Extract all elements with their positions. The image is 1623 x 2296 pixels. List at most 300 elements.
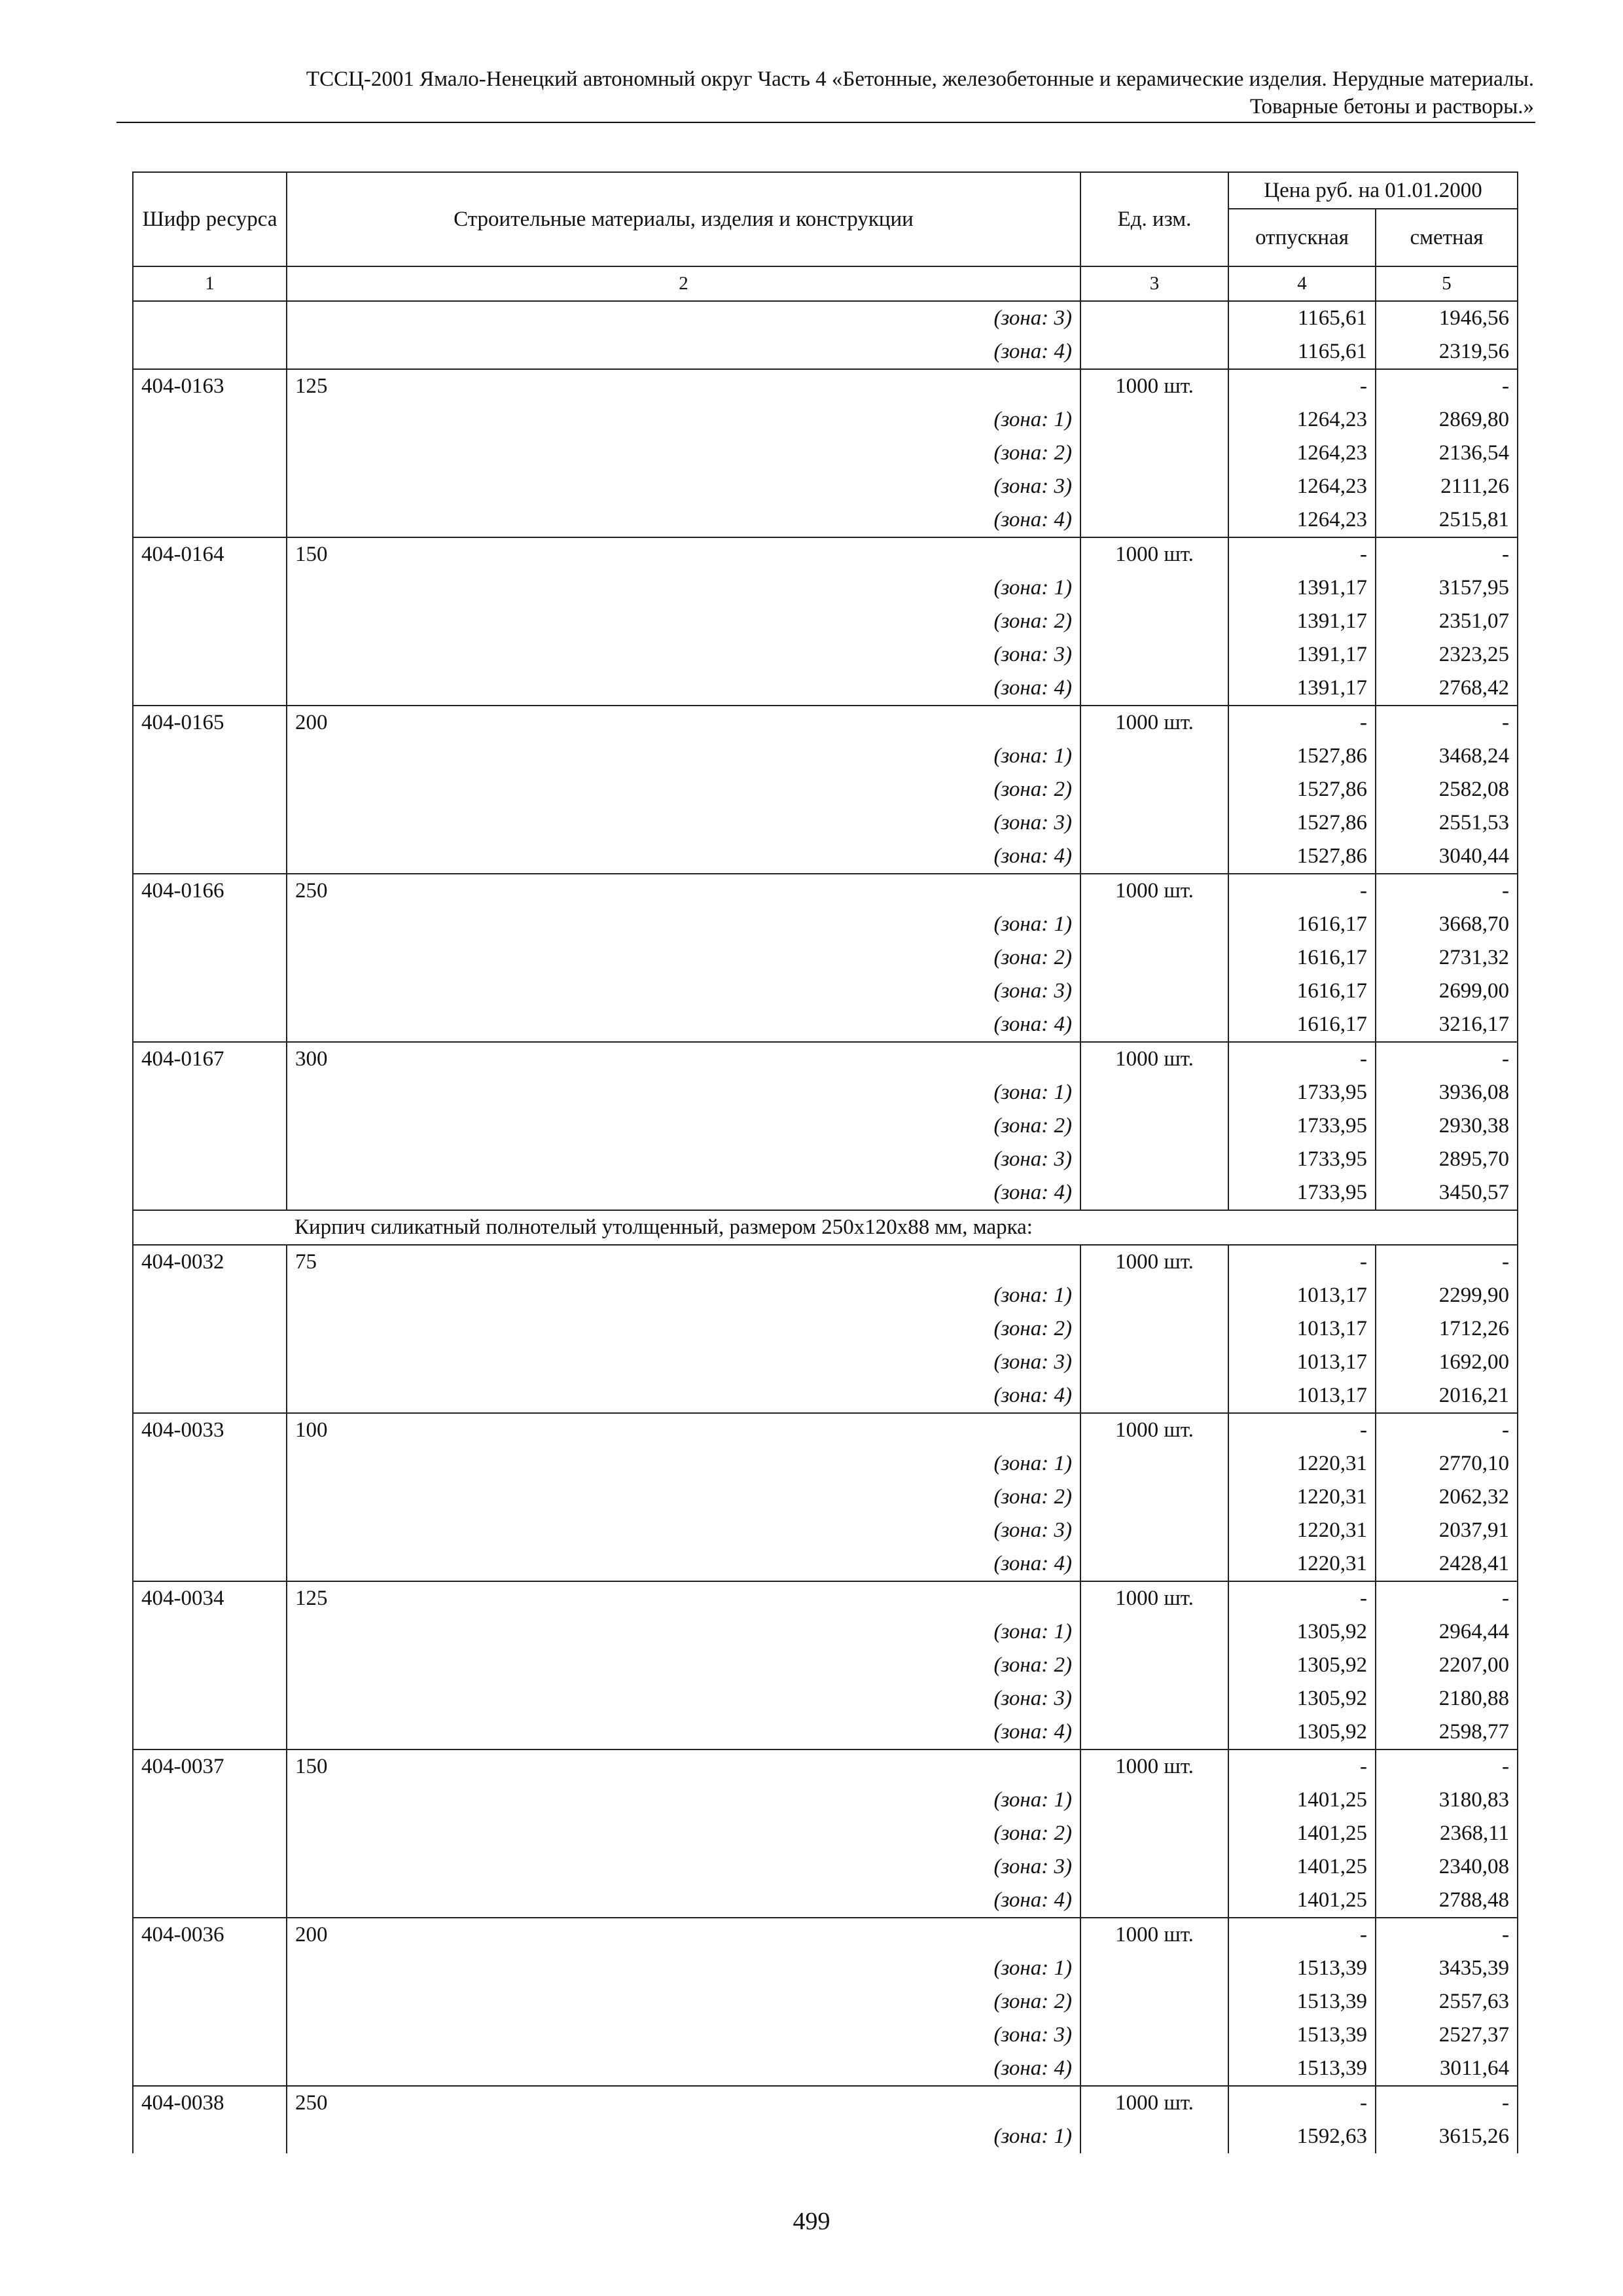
unit-cell: 1000 шт. [1080, 2086, 1228, 2120]
estimate-price: 2930,38 [1376, 1109, 1518, 1143]
table-body [133, 301, 1518, 2153]
code-cell [133, 672, 287, 706]
code-cell [133, 1379, 287, 1413]
resource-row [133, 1581, 1518, 1615]
code-cell [133, 1076, 287, 1109]
estimate-price: 2323,25 [1376, 638, 1518, 672]
page-number: 499 [793, 2208, 830, 2235]
code-cell [133, 1109, 287, 1143]
zone-label: (зона: 1) [287, 1279, 1080, 1312]
resource-code: 404-0036 [133, 1918, 287, 1952]
zone-label: (зона: 1) [287, 1615, 1080, 1649]
zone-label: (зона: 4) [287, 840, 1080, 874]
zone-row [133, 1784, 1518, 1817]
unit-cell: 1000 шт. [1080, 537, 1228, 571]
release-price: 1401,25 [1228, 1784, 1376, 1817]
release-price: 1527,86 [1228, 740, 1376, 773]
estimate-price: 2731,32 [1376, 941, 1518, 975]
estimate-price: 2016,21 [1376, 1379, 1518, 1413]
resource-name: 100 [287, 1413, 1080, 1447]
estimate-price: 2869,80 [1376, 403, 1518, 437]
release-price: 1220,31 [1228, 1547, 1376, 1581]
resource-code: 404-0032 [133, 1245, 287, 1279]
header-unit: Ед. изм. [1080, 172, 1228, 266]
resource-row [133, 2086, 1518, 2120]
code-cell [133, 638, 287, 672]
code-cell [133, 1649, 287, 1682]
resource-code: 404-0165 [133, 706, 287, 740]
zone-label: (зона: 2) [287, 1109, 1080, 1143]
release-price: 1264,23 [1228, 470, 1376, 503]
resource-code: 404-0164 [133, 537, 287, 571]
estimate-price: 2598,77 [1376, 1715, 1518, 1749]
column-number: 1 [133, 266, 287, 301]
code-cell [133, 605, 287, 638]
zone-row [133, 1279, 1518, 1312]
zone-label: (зона: 1) [287, 908, 1080, 941]
resource-name: 250 [287, 2086, 1080, 2120]
resource-name: 300 [287, 1042, 1080, 1076]
zone-row [133, 503, 1518, 537]
estimate-price: - [1376, 874, 1518, 908]
estimate-price: 2515,81 [1376, 503, 1518, 537]
unit-cell [1080, 1952, 1228, 1985]
estimate-price: 2136,54 [1376, 437, 1518, 470]
zone-label: (зона: 4) [287, 672, 1080, 706]
release-price: 1391,17 [1228, 638, 1376, 672]
resource-row [133, 874, 1518, 908]
zone-label: (зона: 1) [287, 1784, 1080, 1817]
unit-cell: 1000 шт. [1080, 874, 1228, 908]
zone-row [133, 672, 1518, 706]
code-cell [133, 1615, 287, 1649]
code-cell [133, 1312, 287, 1346]
code-cell [133, 1346, 287, 1379]
unit-cell: 1000 шт. [1080, 369, 1228, 403]
code-cell [133, 840, 287, 874]
estimate-price: 2037,91 [1376, 1514, 1518, 1547]
unit-cell [1080, 1884, 1228, 1918]
unit-cell: 1000 шт. [1080, 1581, 1228, 1615]
resource-name: 200 [287, 1918, 1080, 1952]
code-cell [133, 1547, 287, 1581]
unit-cell [1080, 1312, 1228, 1346]
release-price: 1165,61 [1228, 335, 1376, 369]
resource-code: 404-0034 [133, 1581, 287, 1615]
zone-label: (зона: 4) [287, 1884, 1080, 1918]
zone-label: (зона: 2) [287, 1985, 1080, 2018]
zone-row [133, 1850, 1518, 1884]
resource-row [133, 706, 1518, 740]
release-price: 1165,61 [1228, 301, 1376, 335]
resource-code: 404-0033 [133, 1413, 287, 1447]
estimate-price: 3011,64 [1376, 2052, 1518, 2086]
price-table [132, 171, 1518, 2153]
resource-name: 125 [287, 1581, 1080, 1615]
zone-label: (зона: 4) [287, 1176, 1080, 1210]
resource-code: 404-0038 [133, 2086, 287, 2120]
zone-row [133, 1952, 1518, 1985]
release-price: 1264,23 [1228, 403, 1376, 437]
section-title: Кирпич силикатный полнотелый утолщенный, размером 250х120х88 мм, марка: [133, 1210, 1518, 1245]
code-cell [133, 335, 287, 369]
zone-label: (зона: 3) [287, 1143, 1080, 1176]
zone-label: (зона: 4) [287, 2052, 1080, 2086]
zone-label: (зона: 3) [287, 1682, 1080, 1715]
estimate-price: 3615,26 [1376, 2120, 1518, 2153]
release-price: 1264,23 [1228, 503, 1376, 537]
zone-label: (зона: 2) [287, 437, 1080, 470]
code-cell [133, 941, 287, 975]
unit-cell [1080, 1784, 1228, 1817]
unit-cell [1080, 571, 1228, 605]
section-row [133, 1210, 1518, 1245]
zone-row [133, 1817, 1518, 1850]
estimate-price: - [1376, 1918, 1518, 1952]
unit-cell [1080, 1985, 1228, 2018]
zone-label: (зона: 3) [287, 1514, 1080, 1547]
resource-row [133, 369, 1518, 403]
unit-cell: 1000 шт. [1080, 706, 1228, 740]
unit-cell [1080, 1682, 1228, 1715]
unit-cell [1080, 840, 1228, 874]
zone-label: (зона: 3) [287, 1346, 1080, 1379]
release-price: 1305,92 [1228, 1715, 1376, 1749]
unit-cell [1080, 1346, 1228, 1379]
code-cell [133, 470, 287, 503]
zone-row [133, 740, 1518, 773]
unit-cell: 1000 шт. [1080, 1245, 1228, 1279]
header-code: Шифр ресурса [133, 172, 287, 266]
resource-row [133, 537, 1518, 571]
code-cell [133, 1143, 287, 1176]
zone-label: (зона: 2) [287, 1817, 1080, 1850]
zone-label: (зона: 4) [287, 335, 1080, 369]
code-cell [133, 1176, 287, 1210]
unit-cell [1080, 975, 1228, 1008]
zone-row [133, 437, 1518, 470]
estimate-price: 3435,39 [1376, 1952, 1518, 1985]
release-price: 1513,39 [1228, 2018, 1376, 2052]
zone-label: (зона: 2) [287, 1312, 1080, 1346]
estimate-price: 2368,11 [1376, 1817, 1518, 1850]
zone-label: (зона: 4) [287, 1715, 1080, 1749]
zone-label: (зона: 3) [287, 638, 1080, 672]
code-cell [133, 1514, 287, 1547]
resource-row [133, 1245, 1518, 1279]
zone-row [133, 773, 1518, 806]
release-price: 1391,17 [1228, 605, 1376, 638]
estimate-price: 3040,44 [1376, 840, 1518, 874]
release-price: - [1228, 874, 1376, 908]
zone-label: (зона: 3) [287, 2018, 1080, 2052]
code-cell [133, 1715, 287, 1749]
code-cell [133, 1008, 287, 1042]
zone-label: (зона: 4) [287, 1547, 1080, 1581]
zone-row [133, 840, 1518, 874]
estimate-price: 3936,08 [1376, 1076, 1518, 1109]
estimate-price: 2428,41 [1376, 1547, 1518, 1581]
header-release-price: отпускная [1228, 209, 1376, 266]
zone-row [133, 1985, 1518, 2018]
release-price: - [1228, 537, 1376, 571]
code-cell [133, 1784, 287, 1817]
resource-code: 404-0037 [133, 1749, 287, 1784]
estimate-price: 3216,17 [1376, 1008, 1518, 1042]
unit-cell [1080, 2120, 1228, 2153]
unit-cell [1080, 1615, 1228, 1649]
estimate-price: 2788,48 [1376, 1884, 1518, 1918]
estimate-price: - [1376, 1581, 1518, 1615]
zone-row [133, 2052, 1518, 2086]
zone-row [133, 1447, 1518, 1480]
resource-name: 125 [287, 369, 1080, 403]
unit-cell [1080, 1715, 1228, 1749]
release-price: - [1228, 1918, 1376, 1952]
zone-row [133, 1480, 1518, 1514]
estimate-price: - [1376, 1245, 1518, 1279]
zone-row [133, 806, 1518, 840]
release-price: 1513,39 [1228, 1985, 1376, 2018]
header-line-1: ТССЦ-2001 Ямало-Ненецкий автономный округ Часть 4 «Бетонные, железобетонные и керамические изделия. Нерудные материалы. [306, 67, 1534, 91]
code-cell [133, 301, 287, 335]
unit-cell [1080, 1447, 1228, 1480]
estimate-price: 2319,56 [1376, 335, 1518, 369]
zone-row [133, 1514, 1518, 1547]
estimate-price: 2551,53 [1376, 806, 1518, 840]
unit-cell [1080, 403, 1228, 437]
resource-row [133, 1749, 1518, 1784]
unit-cell [1080, 941, 1228, 975]
release-price: 1391,17 [1228, 571, 1376, 605]
code-cell [133, 503, 287, 537]
unit-cell [1080, 1514, 1228, 1547]
release-price: - [1228, 2086, 1376, 2120]
zone-row [133, 403, 1518, 437]
document-header [116, 65, 1534, 120]
code-cell [133, 1985, 287, 2018]
release-price: 1401,25 [1228, 1884, 1376, 1918]
unit-cell [1080, 605, 1228, 638]
unit-cell [1080, 1176, 1228, 1210]
resource-name: 150 [287, 537, 1080, 571]
release-price: - [1228, 1042, 1376, 1076]
unit-cell [1080, 1109, 1228, 1143]
unit-cell [1080, 503, 1228, 537]
release-price: 1401,25 [1228, 1817, 1376, 1850]
release-price: 1527,86 [1228, 840, 1376, 874]
zone-row [133, 1682, 1518, 1715]
resource-row [133, 1042, 1518, 1076]
estimate-price: 1712,26 [1376, 1312, 1518, 1346]
unit-cell [1080, 638, 1228, 672]
code-cell [133, 806, 287, 840]
zone-row [133, 301, 1518, 335]
zone-row [133, 1379, 1518, 1413]
zone-label: (зона: 4) [287, 503, 1080, 537]
estimate-price: - [1376, 369, 1518, 403]
estimate-price: 2527,37 [1376, 2018, 1518, 2052]
code-cell [133, 1480, 287, 1514]
code-cell [133, 975, 287, 1008]
release-price: 1592,63 [1228, 2120, 1376, 2153]
zone-label: (зона: 1) [287, 1076, 1080, 1109]
release-price: 1305,92 [1228, 1649, 1376, 1682]
release-price: 1013,17 [1228, 1312, 1376, 1346]
estimate-price: 2180,88 [1376, 1682, 1518, 1715]
unit-cell [1080, 1850, 1228, 1884]
unit-cell [1080, 2052, 1228, 2086]
estimate-price: - [1376, 1749, 1518, 1784]
code-cell [133, 740, 287, 773]
zone-row [133, 2120, 1518, 2153]
release-price: 1220,31 [1228, 1447, 1376, 1480]
unit-cell [1080, 1279, 1228, 1312]
code-cell [133, 437, 287, 470]
zone-row [133, 1109, 1518, 1143]
unit-cell [1080, 301, 1228, 335]
zone-row [133, 1547, 1518, 1581]
zone-label: (зона: 3) [287, 470, 1080, 503]
column-number: 2 [287, 266, 1080, 301]
release-price: - [1228, 1245, 1376, 1279]
unit-cell [1080, 470, 1228, 503]
estimate-price: 3468,24 [1376, 740, 1518, 773]
code-cell [133, 1817, 287, 1850]
column-number: 4 [1228, 266, 1376, 301]
unit-cell [1080, 672, 1228, 706]
zone-row [133, 1615, 1518, 1649]
zone-label: (зона: 2) [287, 605, 1080, 638]
code-cell [133, 2120, 287, 2153]
zone-label: (зона: 1) [287, 1952, 1080, 1985]
estimate-price: 3157,95 [1376, 571, 1518, 605]
release-price: 1401,25 [1228, 1850, 1376, 1884]
zone-label: (зона: 4) [287, 1379, 1080, 1413]
unit-cell: 1000 шт. [1080, 1042, 1228, 1076]
resource-name: 200 [287, 706, 1080, 740]
resource-name: 75 [287, 1245, 1080, 1279]
zone-label: (зона: 1) [287, 403, 1080, 437]
zone-row [133, 2018, 1518, 2052]
estimate-price: 2582,08 [1376, 773, 1518, 806]
zone-label: (зона: 2) [287, 941, 1080, 975]
code-cell [133, 1884, 287, 1918]
zone-label: (зона: 2) [287, 773, 1080, 806]
code-cell [133, 403, 287, 437]
unit-cell [1080, 773, 1228, 806]
release-price: 1513,39 [1228, 1952, 1376, 1985]
zone-row [133, 470, 1518, 503]
resource-name: 150 [287, 1749, 1080, 1784]
zone-row [133, 1715, 1518, 1749]
zone-row [133, 605, 1518, 638]
release-price: - [1228, 1581, 1376, 1615]
release-price: 1733,95 [1228, 1076, 1376, 1109]
release-price: 1616,17 [1228, 941, 1376, 975]
unit-cell [1080, 335, 1228, 369]
code-cell [133, 1682, 287, 1715]
unit-cell: 1000 шт. [1080, 1749, 1228, 1784]
estimate-price: 2699,00 [1376, 975, 1518, 1008]
unit-cell [1080, 437, 1228, 470]
unit-cell: 1000 шт. [1080, 1413, 1228, 1447]
release-price: - [1228, 369, 1376, 403]
estimate-price: 2299,90 [1376, 1279, 1518, 1312]
release-price: - [1228, 1749, 1376, 1784]
estimate-price: 2351,07 [1376, 605, 1518, 638]
release-price: 1733,95 [1228, 1109, 1376, 1143]
estimate-price: 2964,44 [1376, 1615, 1518, 1649]
estimate-price: 2340,08 [1376, 1850, 1518, 1884]
column-number: 3 [1080, 266, 1228, 301]
resource-name: 250 [287, 874, 1080, 908]
release-price: 1527,86 [1228, 806, 1376, 840]
zone-label: (зона: 2) [287, 1480, 1080, 1514]
zone-label: (зона: 2) [287, 1649, 1080, 1682]
release-price: 1305,92 [1228, 1615, 1376, 1649]
zone-row [133, 941, 1518, 975]
unit-cell [1080, 806, 1228, 840]
zone-row [133, 975, 1518, 1008]
unit-cell [1080, 1379, 1228, 1413]
estimate-price: 2111,26 [1376, 470, 1518, 503]
code-cell [133, 2052, 287, 2086]
estimate-price: 3180,83 [1376, 1784, 1518, 1817]
resource-code: 404-0167 [133, 1042, 287, 1076]
code-cell [133, 908, 287, 941]
unit-cell [1080, 740, 1228, 773]
zone-label: (зона: 3) [287, 1850, 1080, 1884]
zone-label: (зона: 3) [287, 806, 1080, 840]
zone-row [133, 1076, 1518, 1109]
estimate-price: 2207,00 [1376, 1649, 1518, 1682]
zone-label: (зона: 1) [287, 1447, 1080, 1480]
release-price: - [1228, 706, 1376, 740]
estimate-price: 1946,56 [1376, 301, 1518, 335]
estimate-price: 2895,70 [1376, 1143, 1518, 1176]
zone-label: (зона: 1) [287, 571, 1080, 605]
zone-row [133, 1008, 1518, 1042]
estimate-price: 1692,00 [1376, 1346, 1518, 1379]
zone-row [133, 638, 1518, 672]
unit-cell [1080, 1817, 1228, 1850]
release-price: 1220,31 [1228, 1514, 1376, 1547]
unit-cell: 1000 шт. [1080, 1918, 1228, 1952]
code-cell [133, 1850, 287, 1884]
unit-cell [1080, 2018, 1228, 2052]
unit-cell [1080, 1649, 1228, 1682]
header-name: Строительные материалы, изделия и конструкции [287, 172, 1080, 266]
zone-row [133, 335, 1518, 369]
estimate-price: 2768,42 [1376, 672, 1518, 706]
resource-row [133, 1413, 1518, 1447]
zone-row [133, 1346, 1518, 1379]
zone-row [133, 908, 1518, 941]
release-price: 1733,95 [1228, 1143, 1376, 1176]
header-estimate-price: сметная [1376, 209, 1518, 266]
header-rule [116, 122, 1535, 123]
estimate-price: 3450,57 [1376, 1176, 1518, 1210]
zone-label: (зона: 1) [287, 2120, 1080, 2153]
code-cell [133, 1447, 287, 1480]
estimate-price: 2770,10 [1376, 1447, 1518, 1480]
unit-cell [1080, 1008, 1228, 1042]
estimate-price: 3668,70 [1376, 908, 1518, 941]
estimate-price: 2062,32 [1376, 1480, 1518, 1514]
release-price: 1013,17 [1228, 1379, 1376, 1413]
release-price: 1264,23 [1228, 437, 1376, 470]
